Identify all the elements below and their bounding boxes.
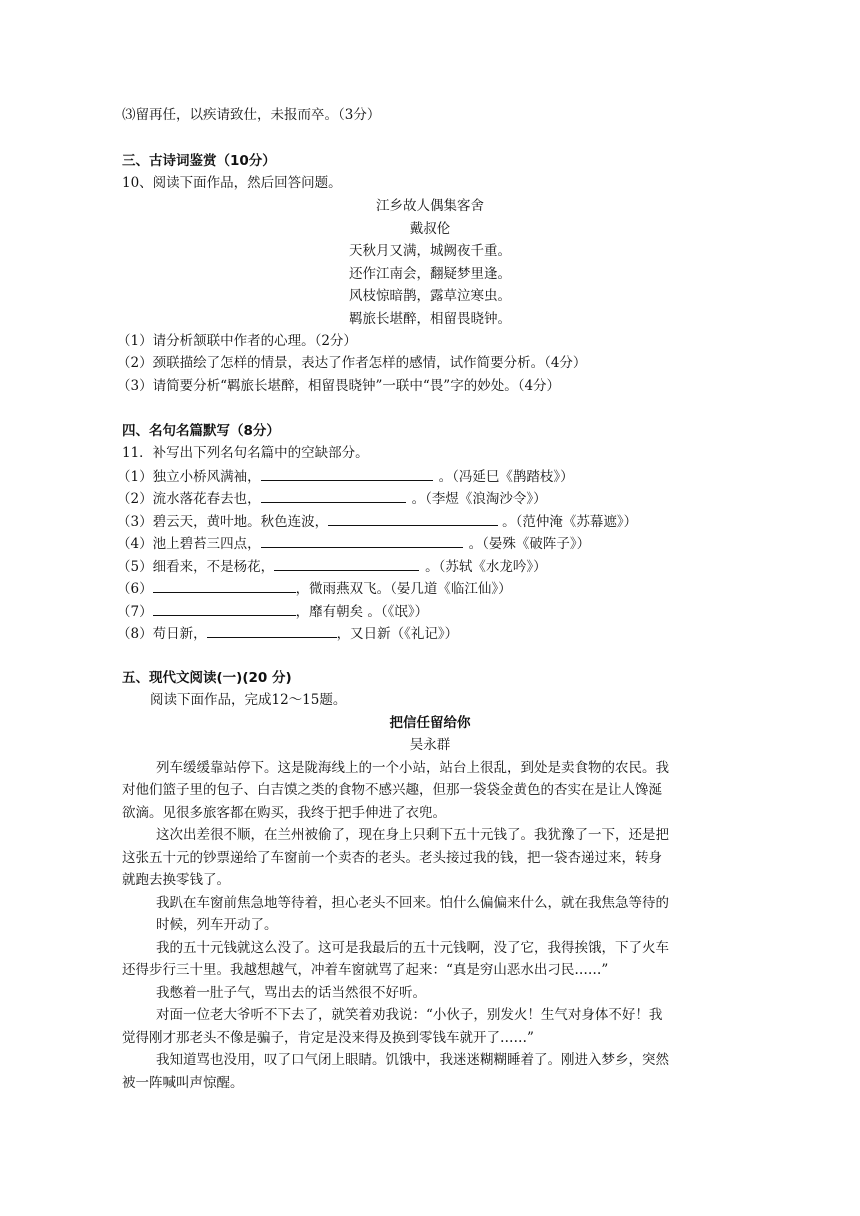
question-9-3: ⑶留再任，以疾请致仕，未报而卒。（3分） <box>122 107 381 123</box>
poem-line-2: 还作江南会，翻疑梦里逢。 <box>349 266 511 282</box>
fill-item-2 <box>0 488 860 508</box>
fill-item-8-suffix: ，又日新（《礼记》） <box>336 626 459 642</box>
poem-title: 江乡故人偶集客舍 <box>376 198 484 214</box>
poem-line-1: 天秋月又满，城阙夜千重。 <box>349 243 511 259</box>
fill-item-8-prefix: （8）苟日新， <box>117 626 207 642</box>
section-3-heading: 三、古诗词鉴赏（10分） <box>122 153 276 169</box>
fill-item-5-suffix: 。（苏轼《水龙吟》） <box>425 559 547 575</box>
article-line-9: 我的五十元钱就这么没了。这可是我最后的五十元钱啊，没了它，我得挨饿，下了火车 <box>156 940 669 956</box>
question-10-intro: 10、阅读下面作品，然后回答问题。 <box>122 175 342 191</box>
article-line-3: 欲滴。见很多旅客都在购买，我终于把手伸进了衣兜。 <box>122 805 446 821</box>
fill-item-3-prefix: （3）碧云天，黄叶地。秋色连波， <box>117 514 329 530</box>
answer-blank-8[interactable] <box>207 623 337 638</box>
fill-item-6-suffix: ，微雨燕双飞。（晏几道《临江仙》） <box>295 581 512 597</box>
poem-author: 戴叔伦 <box>409 221 451 237</box>
fill-item-4-suffix: 。（晏殊《破阵子》） <box>468 536 591 552</box>
article-author: 吴永群 <box>409 737 451 753</box>
fill-item-5 <box>0 556 860 576</box>
fill-item-6 <box>0 578 860 598</box>
article-line-4: 这次出差很不顺，在兰州被偷了，现在身上只剩下五十元钱了。我犹豫了一下，还是把 <box>156 827 669 843</box>
fill-item-4-prefix: （4）池上碧苔三四点， <box>117 536 261 552</box>
article-line-8: 时候，列车开动了。 <box>156 917 278 933</box>
article-line-6: 就跑去换零钱了。 <box>122 872 230 888</box>
fill-item-3 <box>0 511 860 531</box>
article-line-12: 对面一位老大爷听不下去了，就笑着劝我说：“小伙子，别发火！生气对身体不好！我 <box>156 1007 663 1023</box>
answer-blank-3[interactable] <box>328 511 498 526</box>
fill-item-1-suffix: 。（冯延巳《鹊踏枝》） <box>438 469 574 485</box>
question-10-2: （2）颈联描绘了怎样的情景，表达了作者怎样的感情，试作简要分析。（4分） <box>117 355 587 371</box>
article-title: 把信任留给你 <box>389 715 471 731</box>
fill-item-6-prefix: （6） <box>117 581 153 597</box>
article-line-1: 列车缓缓靠站停下。这是陇海线上的一个小站，站台上很乱，到处是卖食物的农民。我 <box>156 760 669 776</box>
article-line-7: 我趴在车窗前焦急地等待着，担心老头不回来。怕什么偏偏来什么，就在我焦急等待的 <box>156 895 669 911</box>
poem-line-4: 羁旅长堪醉，相留畏晓钟。 <box>349 311 511 327</box>
fill-item-3-suffix: 。（范仲淹《苏幕遮》） <box>502 514 638 530</box>
fill-item-1 <box>0 466 860 486</box>
article-line-10: 还得步行三十里。我越想越气，冲着车窗就骂了起来：“真是穷山恶水出刁民……” <box>122 962 609 978</box>
fill-item-5-prefix: （5）细看来，不是杨花， <box>117 559 275 575</box>
article-line-15: 被一阵喊叫声惊醒。 <box>122 1075 244 1091</box>
article-line-11: 我憋着一肚子气，骂出去的话当然很不好听。 <box>156 985 426 1001</box>
fill-item-8 <box>0 623 860 643</box>
fill-item-1-prefix: （1）独立小桥风满袖， <box>117 469 261 485</box>
question-10-1: （1）请分析颔联中作者的心理。（2分） <box>117 333 357 349</box>
fill-item-4 <box>0 533 860 553</box>
article-line-5: 这张五十元的钞票递给了车窗前一个卖杏的老头。老头接过我的钱，把一袋杏递过来，转身 <box>122 850 662 866</box>
article-line-2: 对他们篮子里的包子、白吉馍之类的食物不感兴趣，但那一袋袋金黄色的杏实在是让人馋涎 <box>122 782 662 798</box>
question-10-3: （3）请简要分析“羁旅长堪醉，相留畏晓钟”一联中“畏”字的妙处。（4分） <box>117 378 561 394</box>
article-line-13: 觉得刚才那老头不像是骗子，肯定是没来得及换到零钱车就开了……” <box>122 1030 534 1046</box>
article-line-14: 我知道骂也没用，叹了口气闭上眼睛。饥饿中，我迷迷糊糊睡着了。刚进入梦乡，突然 <box>156 1052 669 1068</box>
section-4-heading: 四、名句名篇默写（8分） <box>122 423 280 439</box>
question-11-intro: 11．补写出下列名句名篇中的空缺部分。 <box>122 445 369 461</box>
fill-item-2-suffix: 。（李煜《浪淘沙令》） <box>411 491 547 507</box>
poem-line-3: 风枝惊暗鹊，露草泣寒虫。 <box>349 288 511 304</box>
answer-blank-4[interactable] <box>261 533 463 548</box>
fill-item-7 <box>0 601 860 621</box>
question-12-15-intro: 阅读下面作品，完成12～15题。 <box>150 692 347 708</box>
answer-blank-5[interactable] <box>274 556 419 571</box>
answer-blank-7[interactable] <box>153 601 296 616</box>
section-5-heading: 五、现代文阅读(一)(20 分) <box>122 670 292 686</box>
answer-blank-1[interactable] <box>261 466 433 481</box>
answer-blank-6[interactable] <box>153 578 296 593</box>
fill-item-2-prefix: （2）流水落花春去也， <box>117 491 261 507</box>
fill-item-7-suffix: ，靡有朝矣 。（《氓》） <box>295 604 429 620</box>
fill-item-7-prefix: （7） <box>117 604 153 620</box>
answer-blank-2[interactable] <box>261 488 406 503</box>
